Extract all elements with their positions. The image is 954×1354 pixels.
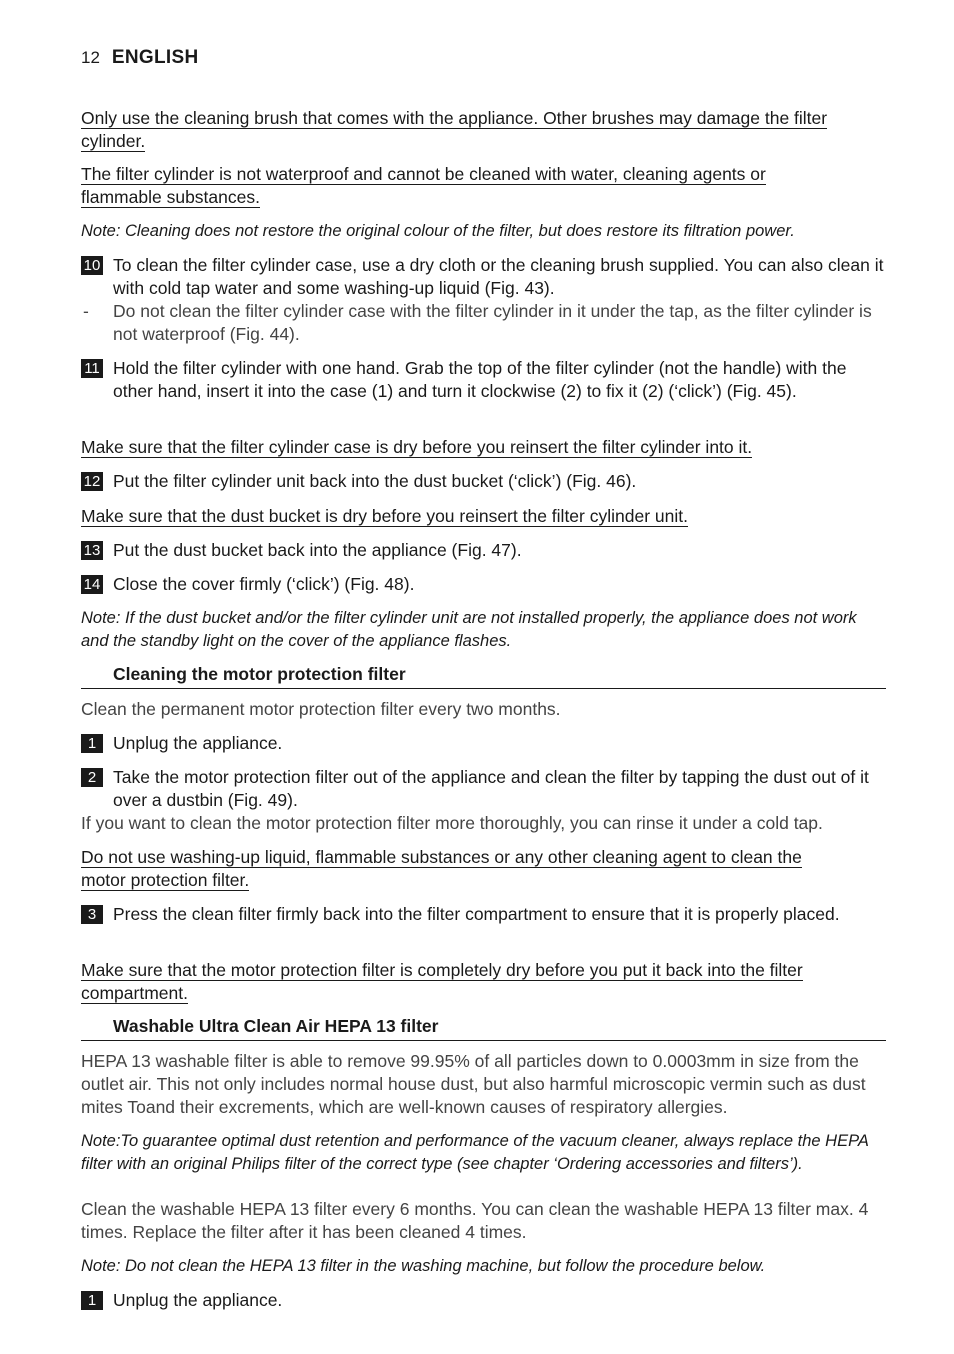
step-number: 2	[81, 768, 103, 787]
step-number: 14	[81, 575, 103, 594]
motor-step-2	[81, 766, 886, 812]
step-number: 12	[81, 472, 103, 491]
hepa-clean-text: Clean the washable HEPA 13 filter every 6 months. You can clean the washable HEPA 13 filter max. 4 times. Replace the filter after it has been cleaned 4 times.	[81, 1199, 869, 1242]
step-text: Close the cover firmly (‘click’) (Fig. 48).	[113, 574, 415, 594]
hepa-note-washing-machine: Note: Do not clean the HEPA 13 filter in the washing machine, but follow the procedure below.	[81, 1257, 766, 1275]
step-11	[81, 357, 886, 403]
language-title: ENGLISH	[111, 47, 199, 68]
warning-motor-liquid-line1: Do not use washing-up liquid, flammable substances or any other cleaning agent to clean the	[81, 847, 802, 867]
step-text: Unplug the appliance.	[113, 733, 283, 753]
warning-case-dry	[81, 436, 886, 459]
motor-step-3	[81, 903, 886, 926]
warning-motor-liquid-line2: motor protection filter.	[81, 870, 250, 890]
warning-case-dry-text: Make sure that the filter cylinder case is dry before you reinsert the filter cylinder into it.	[81, 437, 753, 457]
note-installation: Note: If the dust bucket and/or the filter cylinder unit are not installed properly, the appliance does not work and the standby light on the cover of the appliance flashes.	[81, 609, 857, 650]
step-text: Press the clean filter firmly back into the filter compartment to ensure that it is properly placed.	[113, 904, 840, 924]
warning-waterproof-line1: The filter cylinder is not waterproof and cannot be cleaned with water, cleaning agents or	[81, 164, 766, 184]
warning-motor-dry	[81, 959, 886, 1005]
step-number: 10	[81, 256, 103, 275]
warning-waterproof	[81, 163, 886, 209]
warning-motor-liquid	[81, 846, 886, 892]
page-header	[81, 47, 198, 69]
dash-item	[81, 300, 886, 346]
step-13	[81, 539, 886, 562]
dash-symbol: -	[83, 301, 89, 321]
warning-brush	[81, 107, 886, 153]
dash-text: Do not clean the filter cylinder case with the filter cylinder in it under the tap, as the filter cylinder is not waterproof (Fig. 44).	[113, 301, 872, 344]
warning-motor-dry-line2: compartment.	[81, 983, 188, 1003]
step-number: 13	[81, 541, 103, 560]
step-12	[81, 470, 886, 493]
motor-filter-intro: Clean the permanent motor protection filter every two months.	[81, 699, 561, 719]
step-number: 1	[81, 734, 103, 753]
step-text: Hold the filter cylinder with one hand. Grab the top of the filter cylinder (not the handle) with the other hand, insert it into the case (1) and turn it clockwise (2) to fix it (2) (‘click’) (Fig. 45).	[113, 358, 847, 401]
motor-step-1	[81, 732, 886, 755]
section-heading-hepa: Washable Ultra Clean Air HEPA 13 filter	[81, 1016, 886, 1041]
step-number: 11	[81, 359, 103, 378]
step-text: Unplug the appliance.	[113, 1290, 283, 1310]
motor-filter-rinse-text: If you want to clean the motor protection filter more thoroughly, you can rinse it under a cold tap.	[81, 813, 823, 833]
step-number: 3	[81, 905, 103, 924]
step-text: To clean the filter cylinder case, use a dry cloth or the cleaning brush supplied. You can also clean it with cold tap water and some washing-up liquid (Fig. 43).	[113, 255, 884, 298]
step-text: Take the motor protection filter out of the appliance and clean the filter by tapping the dust out of it over a dustbin (Fig. 49).	[113, 767, 869, 810]
page-number: 12	[81, 48, 100, 67]
note-colour: Note: Cleaning does not restore the original colour of the filter, but does restore its filtration power.	[81, 222, 795, 240]
hepa-note: Note:To guarantee optimal dust retention and performance of the vacuum cleaner, always replace the HEPA filter with an original Philips filter of the correct type (see chapter ‘Ordering accessories and filters’).	[81, 1132, 869, 1173]
warning-motor-dry-line1: Make sure that the motor protection filter is completely dry before you put it back into the filter	[81, 960, 803, 980]
step-text: Put the dust bucket back into the appliance (Fig. 47).	[113, 540, 522, 560]
warning-bucket-dry-text: Make sure that the dust bucket is dry before you reinsert the filter cylinder unit.	[81, 506, 688, 526]
warning-waterproof-line2: flammable substances.	[81, 187, 260, 207]
step-number: 1	[81, 1291, 103, 1310]
hepa-step-1	[81, 1289, 886, 1312]
hepa-intro: HEPA 13 washable filter is able to remove 99.95% of all particles down to 0.0003mm in size from the outlet air. This not only includes normal house dust, but also harmful microscopic vermin such as dust mites Toand their excrements, which are well-known causes of respiratory allergies.	[81, 1051, 866, 1117]
step-text: Put the filter cylinder unit back into the dust bucket (‘click’) (Fig. 46).	[113, 471, 637, 491]
step-14	[81, 573, 886, 596]
warning-brush-line2: cylinder.	[81, 131, 146, 151]
warning-brush-line1: Only use the cleaning brush that comes with the appliance. Other brushes may damage the filter	[81, 108, 828, 128]
section-heading-motor-filter: Cleaning the motor protection filter	[81, 664, 886, 689]
step-10	[81, 254, 886, 300]
warning-bucket-dry	[81, 505, 886, 528]
